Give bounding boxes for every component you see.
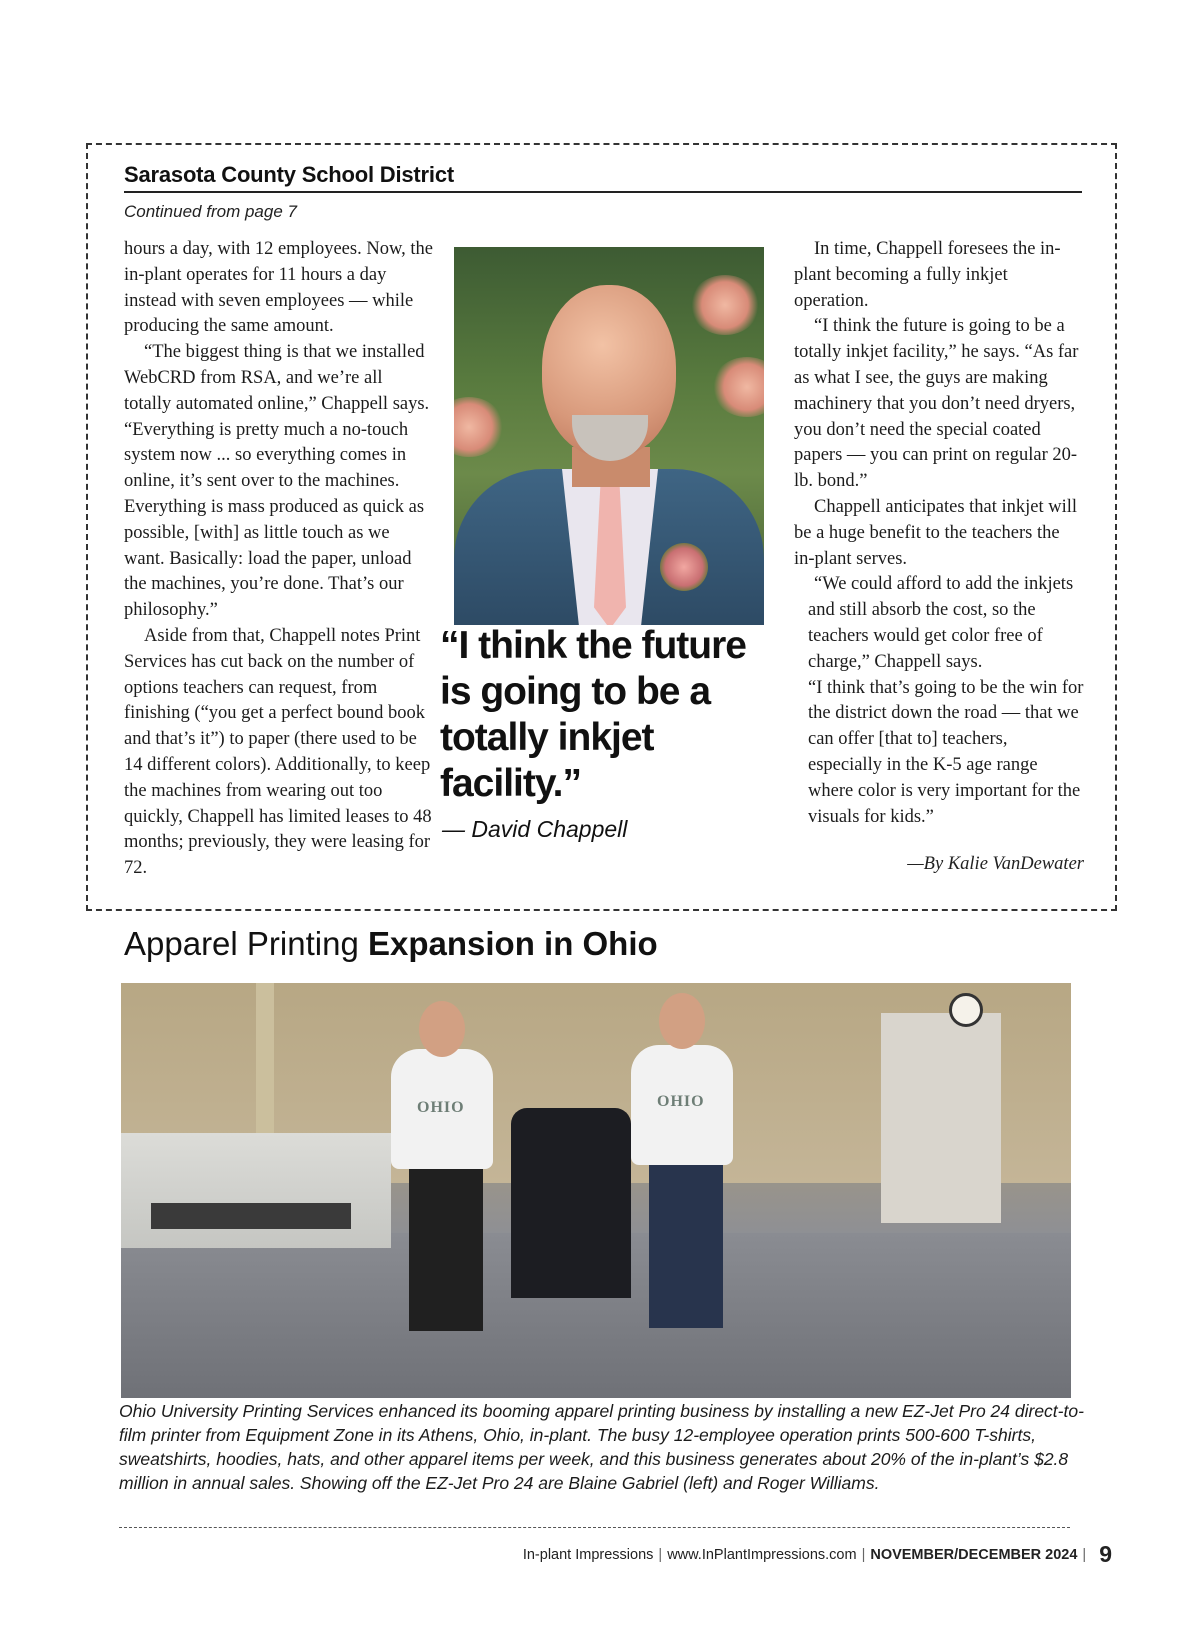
website-link[interactable]: www.InPlantImpressions.com [667,1547,857,1563]
shirt-logo: OHIO [417,1099,465,1116]
issue-date: NOVEMBER/DECEMBER 2024 [870,1547,1078,1563]
pull-quote: “I think the future is going to be a totally inkjet facility.” [440,624,746,805]
clock-icon [949,993,983,1027]
paragraph: “I think that’s going to be the win for the district down the road — that we can offer [that to] teachers, especially in the K-5 age range where color is very important for the visuals for kids.” [808,677,1084,827]
byline: —By Kalie VanDewater [907,854,1084,874]
shirt-logo: OHIO [657,1093,705,1110]
pull-quote-attribution: — David Chappell [442,816,628,842]
right-column-inset [794,572,1084,830]
apparel-photo [121,983,1071,1398]
sidebar-box [86,143,1117,911]
sidebar-title: Sarasota County School District [124,162,454,187]
left-column [124,237,434,882]
printer [511,1108,631,1298]
page-footer: In-plant Impressions | www.InPlantImpressions.com | NOVEMBER/DECEMBER 2024 | 9 [522,1541,1112,1567]
section-heading [124,925,658,963]
paragraph: hours a day, with 12 employees. Now, the in-plant operates for 11 hours a day instead with seven employees — while producing the same amount. [124,239,433,337]
section-heading-light: Apparel Printing [124,925,359,962]
paragraph: Chappell anticipates that inkjet will be a huge benefit to the teachers the in-plant serves. [794,496,1078,569]
paragraph: Aside from that, Chappell notes Print Services has cut back on the number of options teachers can request, from finishing (“you get a perfect bound book and that’s it”) to paper (there used to be 14 different colors). Additionally, to keep the machines from wearing out too quickly, Chappell has limited leases to 48 months; previously, they were leasing for 72. [124,625,432,879]
section-heading-bold: Expansion in Ohio [367,925,658,962]
paragraph: “I think the future is going to be a totally inkjet facility,” he says. “As far as what I see, the guys are making machinery that you don’t need dryers, you don’t need the special coated papers — you can print on regular 20-lb. bond.” [794,316,1079,492]
page-number: 9 [1099,1541,1112,1567]
publication-name: In-plant Impressions [522,1547,654,1563]
photo-caption: Ohio University Printing Services enhanced its booming apparel printing business by installing a new EZ-Jet Pro 24 direct-to-film printer from Equipment Zone in its Athens, Ohio, in-plant. The busy 12-employee operation prints 500-600 T-shirts, sweatshirts, hoodies, hats, and other apparel items per week, and this business generates about 20% of the in-plant’s $2.8 million in annual sales. Showing off the EZ-Jet Pro 24 are Blaine Gabriel (left) and Roger Williams. [119,1401,1084,1493]
caption-divider [119,1527,1070,1528]
portrait-photo [454,247,764,625]
paragraph: “The biggest thing is that we installed WebCRD from RSA, and we’re all totally automated online,” Chappell says. “Everything is pretty much a no-touch system now ... so everything comes in online, it’s sent over to the machines. Everything is mass produced as quick as possible, [with] as little touch as we want. Basically: load the paper, unload the machines, you’re done. That’s our philosophy.” [124,342,430,621]
paragraph: “We could afford to add the inkjets and still absorb the cost, so the teachers would get color free of charge,” Chappell says. [808,574,1074,672]
paragraph: In time, Chappell foresees the in-plant becoming a fully inkjet operation. [794,239,1061,311]
sidebar-header [124,162,1082,193]
right-column [794,237,1084,830]
continued-note: Continued from page 7 [124,202,297,221]
